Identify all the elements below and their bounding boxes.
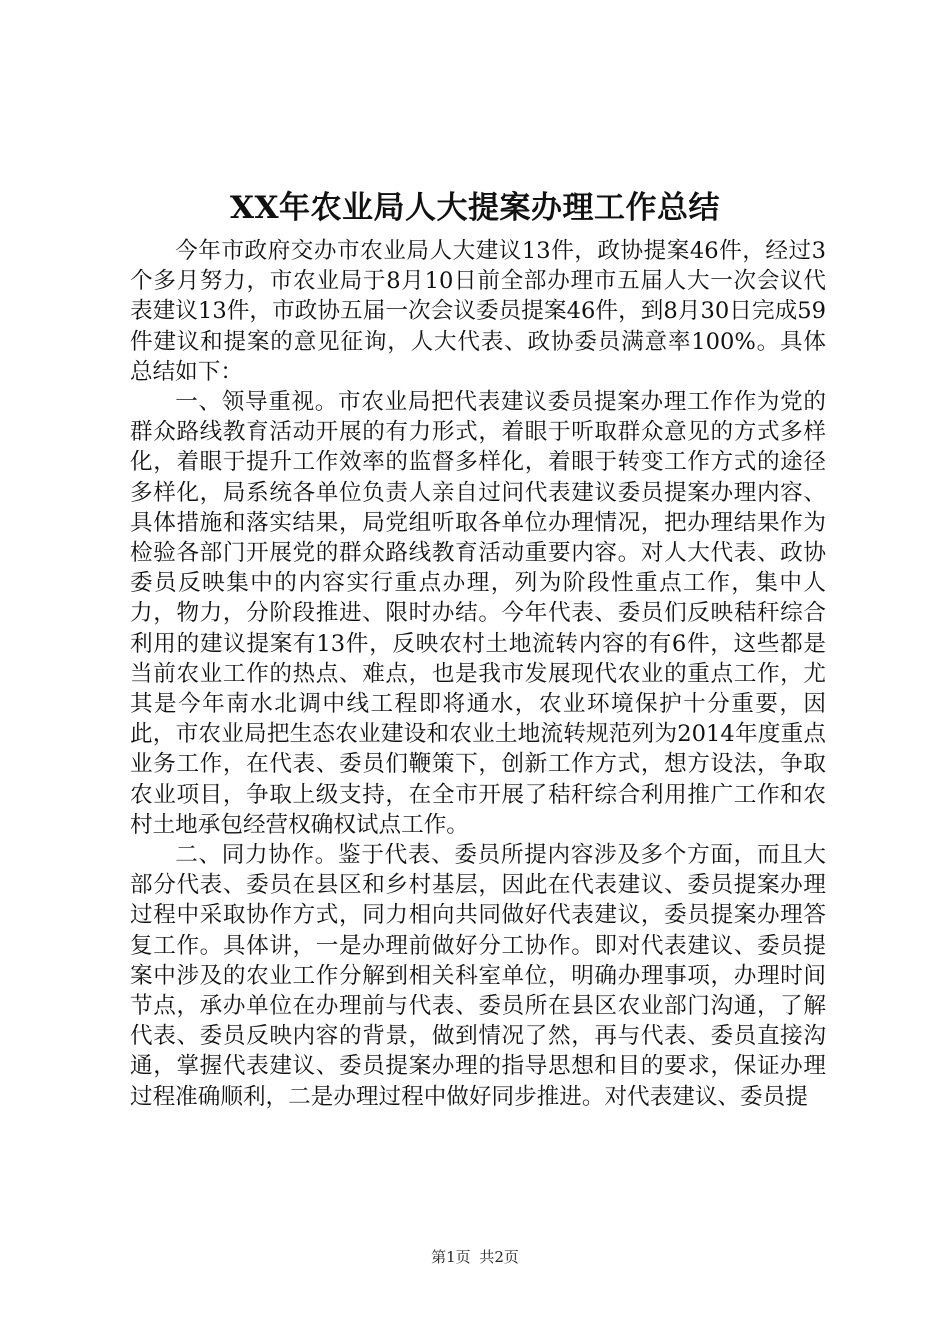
paragraph-cooperation: 二、同力协作。鉴于代表、委员所提内容涉及多个方面，而且大部分代表、委员在县区和乡村基层，因此在代表建议、委员提案办理过程中采取协作方式，同力相向共同做好代表建议，委员提案办理答复工作。具体讲，一是办理前做好分工协作。即对代表建议、委员提案中涉及的农业工作分解到相关科室单位，明确办理事项，办理时间节点，承办单位在办理前与代表、委员所在县区农业部门沟通，了解代表、委员反映内容的背景，做到情况了然，再与代表、委员直接沟通，掌握代表建议、委员提案办理的指导思想和目的要求，保证办理过程准确顺利，二是办理过程中做好同步推进。对代表建议、委员提 [130, 842, 826, 1110]
document-title: XX年农业局人大提案办理工作总结 [229, 190, 721, 226]
page-total: 共2页 [479, 1248, 519, 1266]
paragraph-leadership: 一、领导重视。市农业局把代表建议委员提案办理工作作为党的群众路线教育活动开展的有力形式，着眼于听取群众意见的方式多样化，着眼于提升工作效率的监督多样化，着眼于转变工作方式的途径多样化，局系统各单位负责人亲自过问代表建议委员提案办理内容、具体措施和落实结果，局党组听取各单位办理情况，把办理结果作为检验各部门开展党的群众路线教育活动重要内容。对人大代表、政协委员反映集中的内容实行重点办理，列为阶段性重点工作，集中人力，物力，分阶段推进、限时办结。今年代表、委员们反映秸秆综合利用的建议提案有13件，反映农村土地流转内容的有6件，这些都是当前农业工作的热点、难点，也是我市发展现代农业的重点工作，尤其是今年南水北调中线工程即将通水，农业环境保护十分重要，因此，市农业局把生态农业建设和农业土地流转规范列为2014年度重点业务工作，在代表、委员们鞭策下，创新工作方式，想方设法，争取农业项目，争取上级支持，在全市开展了秸秆综合利用推广工作和农村土地承包经营权确权试点工作。 [130, 389, 826, 838]
document-body [130, 236, 826, 1112]
page-number: 第1页 [431, 1248, 471, 1266]
paragraph-intro: 今年市政府交办市农业局人大建议13件，政协提案46件，经过3个多月努力，市农业局于8月10日前全部办理市五届人大一次会议代表建议13件，市政协五届一次会议委员提案46件，到8月30日完成59件建议和提案的意见征询，人大代表、政协委员满意率100%。具体总结如下： [130, 238, 826, 385]
page-footer [0, 1247, 950, 1267]
